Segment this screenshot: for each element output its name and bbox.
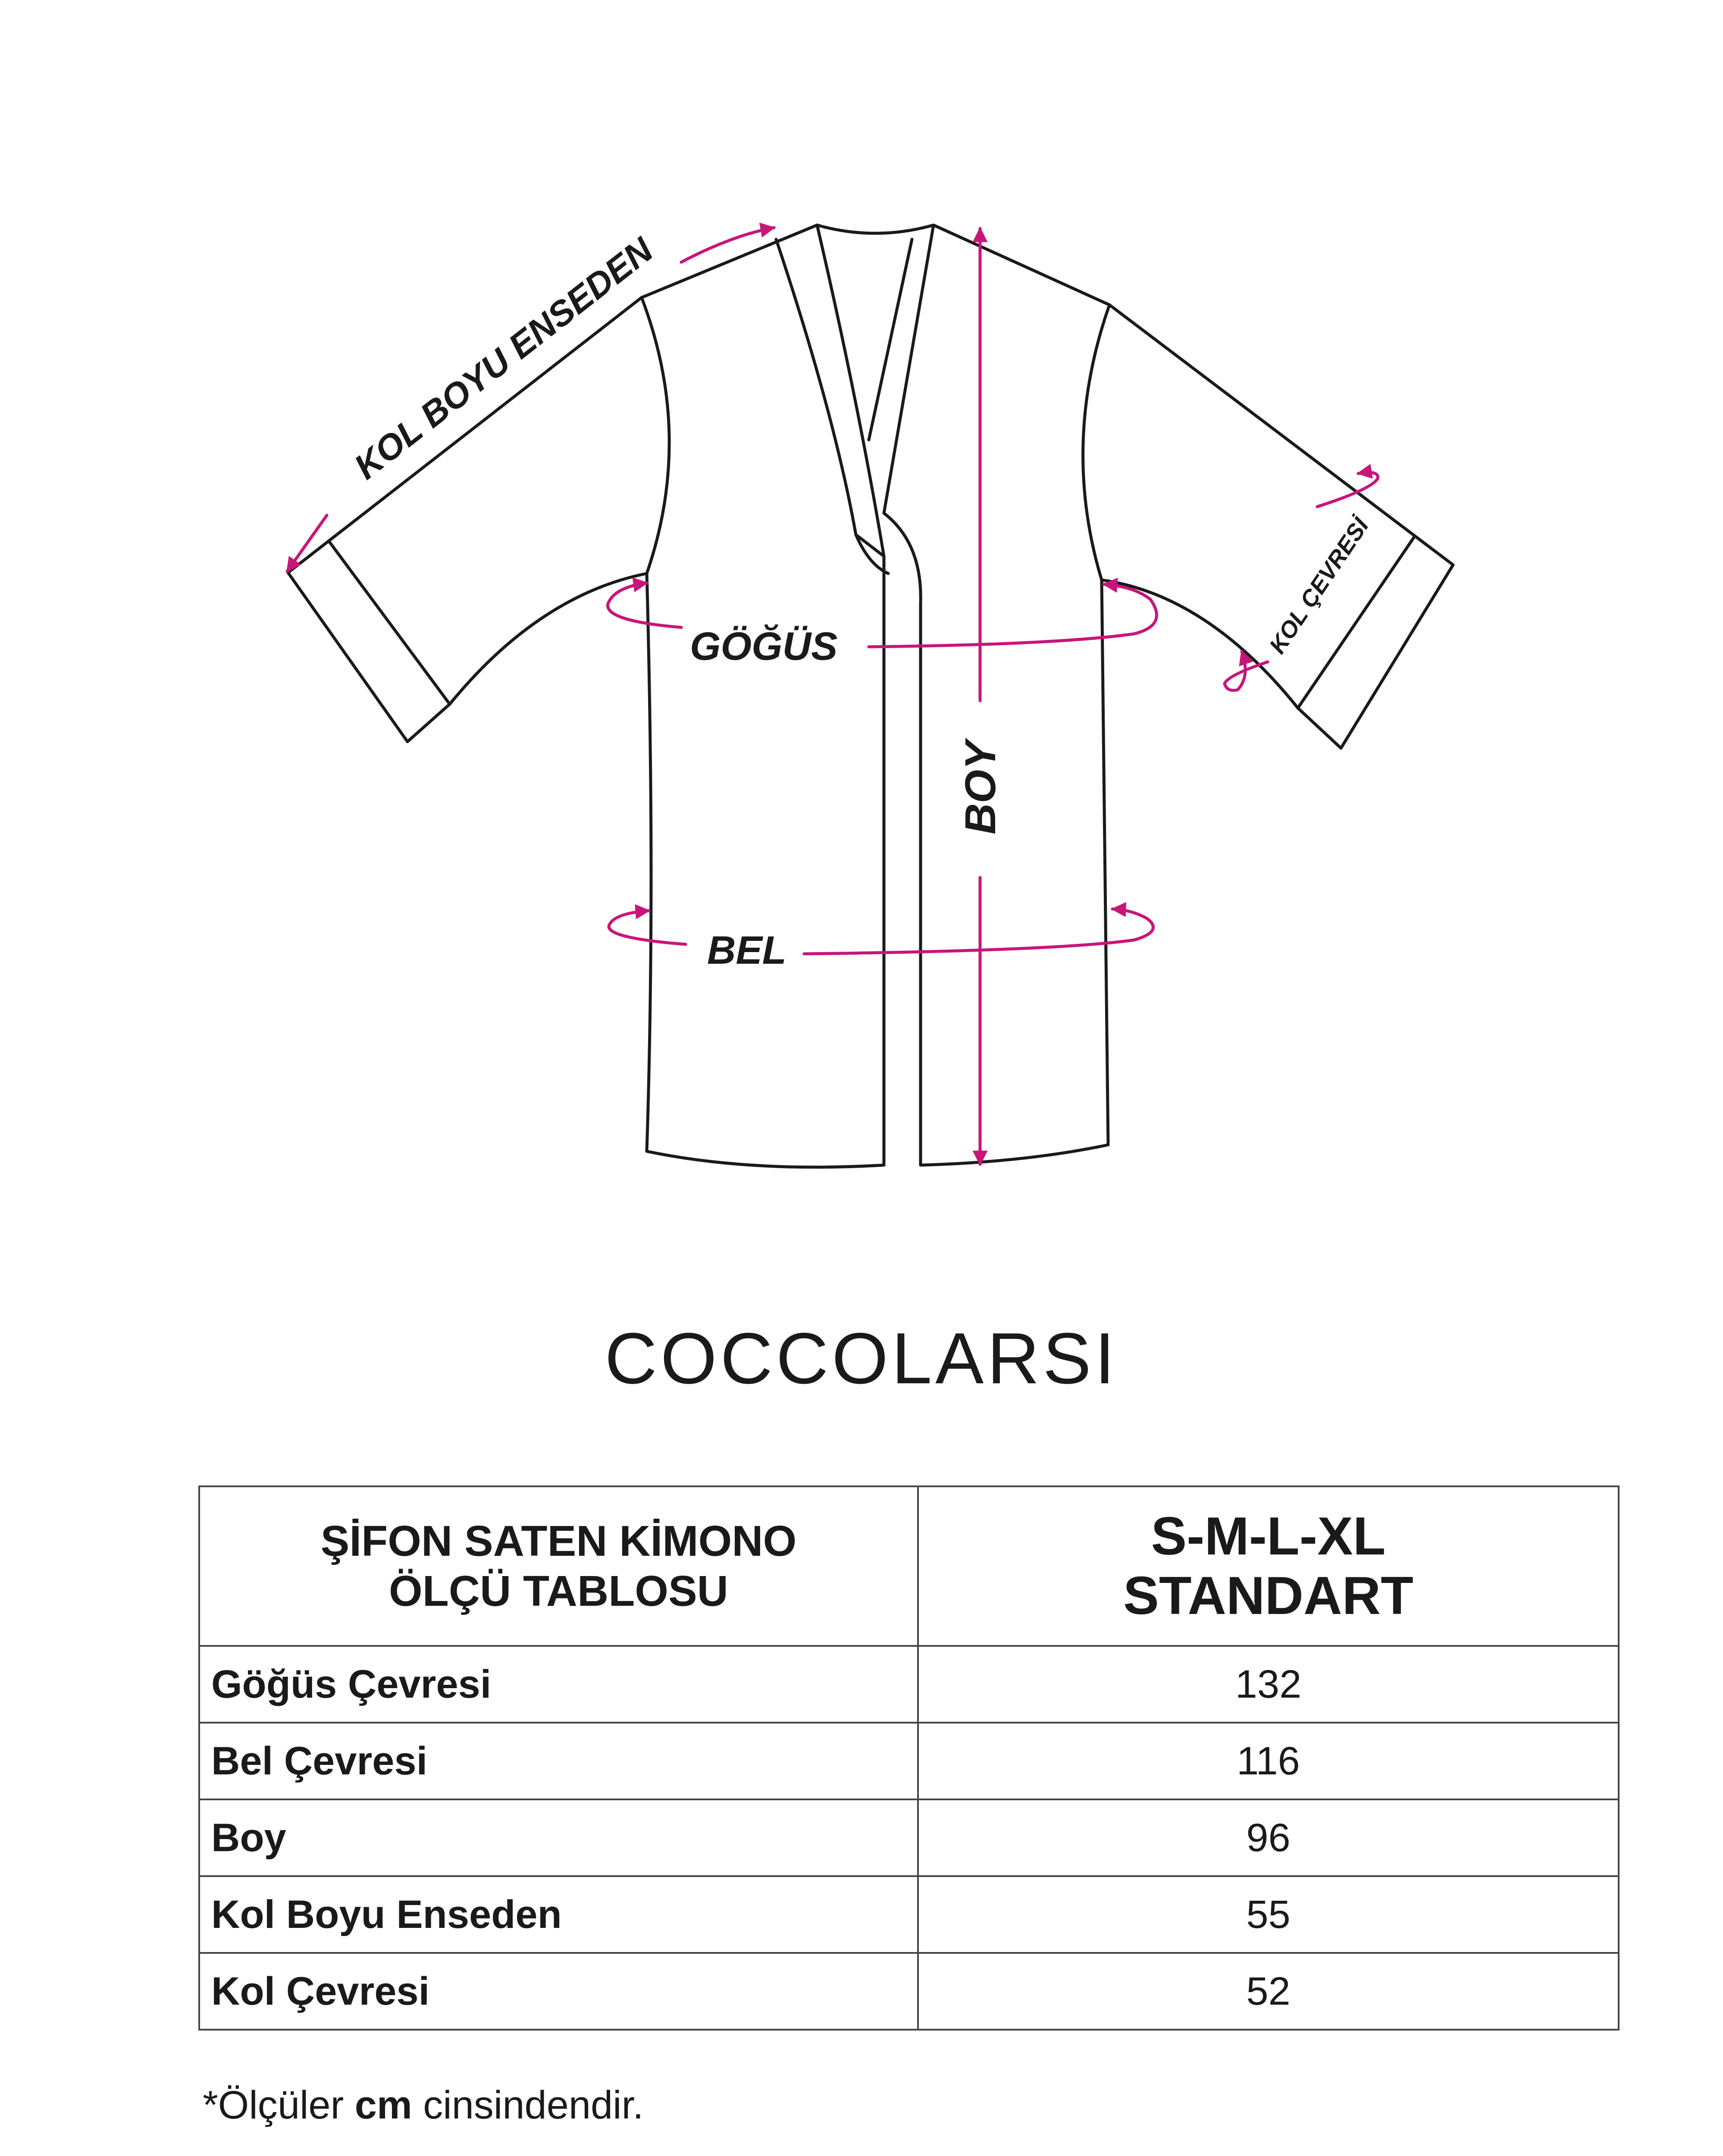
table-row — [199, 1953, 1619, 2030]
chest-arrow-right — [869, 584, 1156, 647]
footnote — [203, 2083, 644, 2128]
brand-logo-text: COCCOLARSI — [605, 1318, 1118, 1399]
left-hem — [647, 1151, 884, 1167]
footnote-prefix: *Ölçüler — [203, 2083, 355, 2127]
brand-logo — [0, 1289, 1723, 1419]
table-sizes-line2: STANDART — [1123, 1566, 1413, 1626]
row-value-chest: 132 — [918, 1646, 1619, 1723]
label-sleeve-length-back: KOL BOYU ENSEDEN — [347, 230, 661, 487]
table-row — [199, 1876, 1619, 1953]
label-chest: GÖĞÜS — [690, 624, 838, 668]
footnote-suffix: cinsindendir. — [412, 2083, 644, 2127]
chest-arrow-left — [608, 583, 681, 627]
table-row — [199, 1646, 1619, 1723]
collar-inner-right — [869, 239, 912, 440]
right-side-seam — [1102, 580, 1108, 1145]
table-row — [199, 1799, 1619, 1876]
right-sleeve — [1102, 305, 1453, 748]
collar-outer-right — [884, 225, 934, 513]
front-panel-edge — [884, 513, 921, 1165]
row-value-sleeve-length: 55 — [918, 1876, 1619, 1953]
row-value-length: 96 — [918, 1799, 1619, 1876]
row-label-length: Boy — [199, 1799, 918, 1876]
collar-outer-left — [817, 225, 884, 1165]
size-chart-table — [198, 1485, 1620, 2031]
back-neckline — [817, 225, 934, 233]
label-waist: BEL — [707, 928, 786, 972]
waist-arrow-left — [609, 911, 686, 944]
table-title-line1: ŞİFON SATEN KİMONO — [320, 1517, 797, 1565]
row-label-chest: Göğüs Çevresi — [199, 1646, 918, 1723]
left-side-seam — [647, 573, 651, 1151]
table-row — [199, 1723, 1619, 1799]
sleeve-length-arrow-lower — [287, 515, 327, 571]
row-value-waist: 116 — [918, 1723, 1619, 1799]
table-title-line2: ÖLÇÜ TABLOSU — [389, 1567, 728, 1615]
left-cuff-band — [330, 542, 450, 704]
right-shoulder — [934, 225, 1109, 305]
table-header-title — [199, 1486, 918, 1646]
table-header-sizes — [918, 1486, 1619, 1646]
row-label-sleeve-circumference: Kol Çevresi — [199, 1953, 918, 2030]
right-armhole — [1083, 305, 1109, 580]
right-hem — [921, 1145, 1108, 1165]
right-cuff-band — [1298, 537, 1414, 708]
row-value-sleeve-circumference: 52 — [918, 1953, 1619, 2030]
footnote-unit: cm — [354, 2083, 412, 2127]
row-label-sleeve-length: Kol Boyu Enseden — [199, 1876, 918, 1953]
left-armhole — [642, 298, 669, 573]
row-label-waist: Bel Çevresi — [199, 1723, 918, 1799]
table-sizes-line1: S-M-L-XL — [1151, 1507, 1386, 1566]
label-sleeve-circumference: KOL ÇEVRESİ — [1264, 513, 1374, 658]
sleeve-circumference-arrow-bottom — [1225, 651, 1268, 690]
measurement-arrows — [287, 228, 1378, 1164]
sleeve-length-arrow — [681, 228, 774, 262]
label-length: BOY — [956, 741, 1005, 834]
table-header-row — [199, 1486, 1619, 1646]
